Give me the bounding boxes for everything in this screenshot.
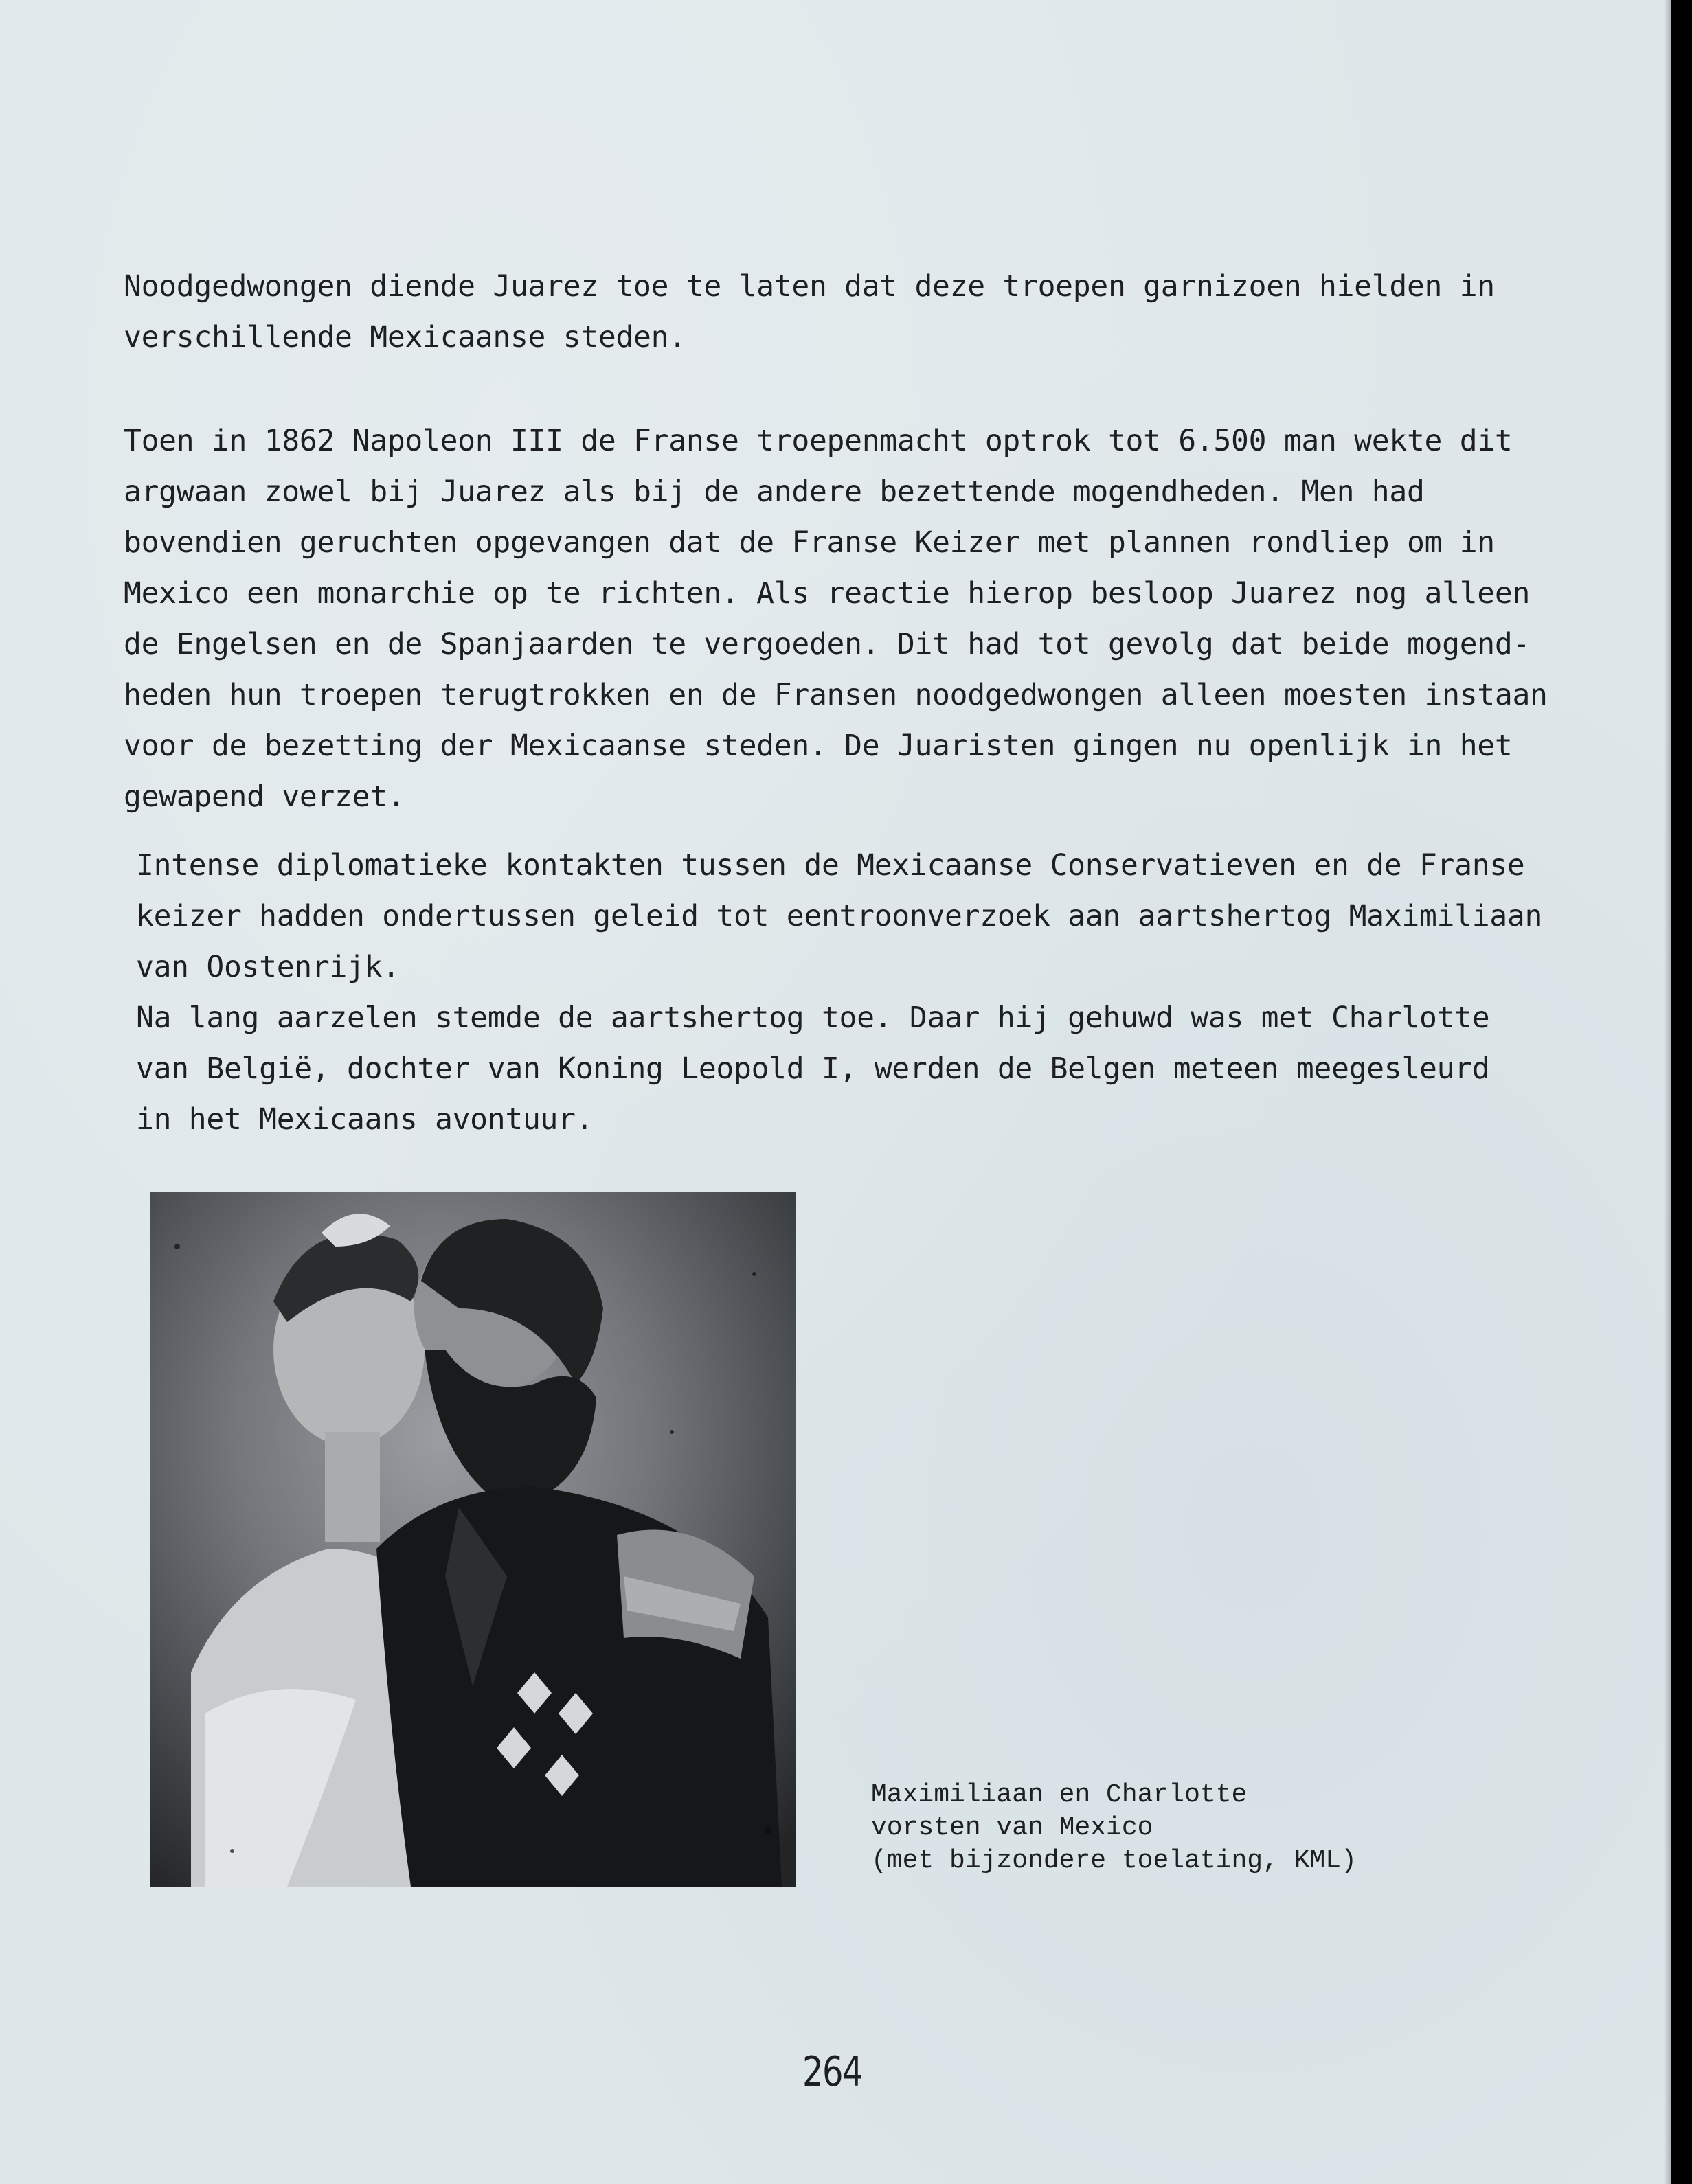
text-line: bovendien geruchten opgevangen dat de Franse Keizer met plannen rondliep om in [124, 525, 1495, 560]
text-line: Mexico een monarchie op te richten. Als reactie hierop besloop Juarez nog alleen [124, 576, 1531, 611]
text-line: van België, dochter van Koning Leopold I, werden de Belgen meteen meegesleurd [136, 1051, 1490, 1086]
caption-line: vorsten van Mexico [871, 1813, 1153, 1843]
page-edge-shadow [1664, 0, 1671, 2184]
text-line: in het Mexicaans avontuur. [136, 1102, 594, 1137]
paragraph-2 [124, 416, 1548, 822]
text-line: van Oostenrijk. [136, 950, 400, 984]
portrait-photo [150, 1192, 796, 1887]
paragraph-1 [124, 261, 1495, 363]
text-line: verschillende Mexicaanse steden. [124, 320, 686, 354]
paragraph-3 [136, 840, 1542, 992]
portrait-illustration [150, 1192, 796, 1887]
caption-line: (met bijzondere toelating, KML) [871, 1846, 1357, 1876]
text-line: argwaan zowel bij Juarez als bij de andere bezettende mogendheden. Men had [124, 475, 1425, 509]
text-line: Noodgedwongen diende Juarez toe te laten dat deze troepen garnizoen hielden in [124, 269, 1495, 304]
page-number: 264 [802, 2048, 862, 2096]
text-line: Intense diplomatieke kontakten tussen de Mexicaanse Conservatieven en de Franse [136, 848, 1525, 883]
photo-caption [871, 1779, 1357, 1878]
text-line: heden hun troepen terugtrokken en de Fransen noodgedwongen alleen moesten instaan [124, 678, 1548, 712]
paragraph-4 [136, 992, 1489, 1145]
text-line: gewapend verzet. [124, 780, 405, 814]
text-line: de Engelsen en de Spanjaarden te vergoeden. Dit had tot gevolg dat beide mogend- [124, 627, 1531, 661]
text-line: Na lang aarzelen stemde de aartshertog toe. Daar hij gehuwd was met Charlotte [136, 1001, 1490, 1035]
text-line: voor de bezetting der Mexicaanse steden. De Juaristen gingen nu openlijk in het [124, 729, 1513, 763]
caption-line: Maximiliaan en Charlotte [871, 1780, 1248, 1810]
text-line: Toen in 1862 Napoleon III de Franse troepenmacht optrok tot 6.500 man wekte dit [124, 424, 1513, 458]
text-line: keizer hadden ondertussen geleid tot eentroonverzoek aan aartshertog Maximiliaan [136, 899, 1543, 933]
